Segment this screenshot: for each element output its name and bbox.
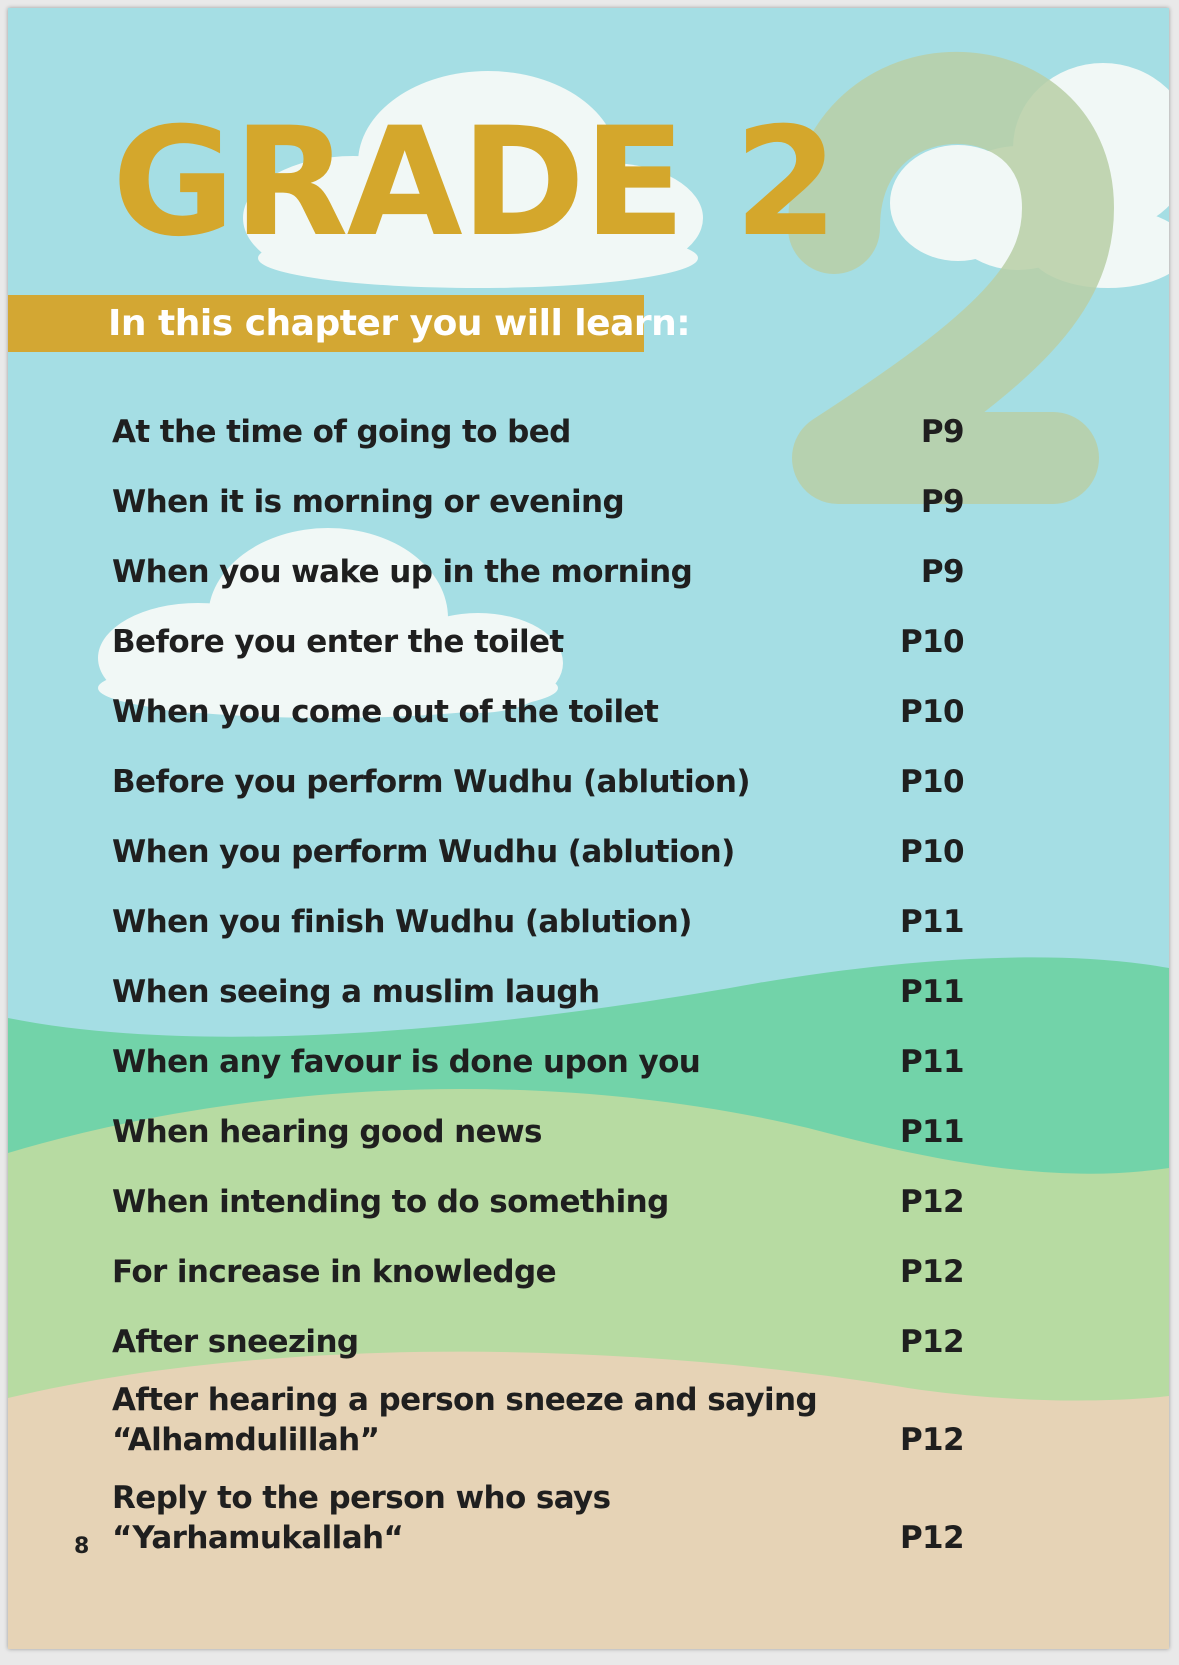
page-number: 8	[74, 1534, 90, 1559]
toc-row-label: When you perform Wudhu (ablution)	[112, 834, 735, 870]
toc-row	[112, 540, 964, 610]
toc-row-label: After sneezing	[112, 1324, 359, 1360]
toc-row-label: When you wake up in the morning	[112, 554, 693, 590]
toc-row-page: P11	[899, 974, 964, 1010]
toc-row-label: At the time of going to bed	[112, 414, 571, 450]
toc-row	[112, 750, 964, 820]
toc-row	[112, 470, 964, 540]
toc-row	[112, 1310, 964, 1380]
toc-row	[112, 680, 964, 750]
toc-row	[112, 610, 964, 680]
toc-row	[112, 960, 964, 1030]
toc-row-label: When any favour is done upon you	[112, 1044, 701, 1080]
toc-row-page: P11	[899, 1114, 964, 1150]
table-of-contents	[112, 400, 964, 1576]
chapter-banner-text: In this chapter you will learn:	[108, 303, 691, 344]
toc-row-page: P11	[899, 1044, 964, 1080]
toc-row-label: Before you enter the toilet	[112, 624, 564, 660]
toc-row	[112, 1030, 964, 1100]
toc-row-page: P12	[899, 1422, 964, 1458]
toc-row-label	[112, 1380, 832, 1478]
toc-row	[112, 820, 964, 890]
toc-row-label: When hearing good news	[112, 1114, 542, 1150]
toc-row-page: P10	[899, 624, 964, 660]
toc-row-page: P12	[899, 1520, 964, 1556]
toc-row-page: P9	[920, 484, 964, 520]
toc-row-page: P12	[899, 1254, 964, 1290]
toc-row	[112, 1100, 964, 1170]
toc-row-page: P9	[920, 414, 964, 450]
toc-row-label: Reply to the person who says “Yarhamukallah“	[112, 1480, 611, 1556]
toc-row	[112, 1380, 964, 1478]
toc-row-page: P12	[899, 1324, 964, 1360]
toc-row-label: When you finish Wudhu (ablution)	[112, 904, 692, 940]
toc-row	[112, 1240, 964, 1310]
toc-row	[112, 400, 964, 470]
toc-row	[112, 1478, 964, 1576]
toc-row	[112, 1170, 964, 1240]
toc-row-page: P9	[920, 554, 964, 590]
toc-row-label-line: After hearing a person sneeze and saying	[112, 1382, 818, 1418]
toc-row-page: P11	[899, 904, 964, 940]
toc-row-label: For increase in knowledge	[112, 1254, 557, 1290]
toc-row-label: When you come out of the toilet	[112, 694, 659, 730]
toc-row-label: When seeing a muslim laugh	[112, 974, 600, 1010]
toc-row	[112, 890, 964, 960]
toc-row-page: P12	[899, 1184, 964, 1220]
grade-title: GRADE 2	[112, 96, 837, 270]
toc-row-label-line: “Alhamdulillah”	[112, 1422, 380, 1458]
grade-2-contents-page	[8, 8, 1169, 1649]
toc-row-label: When intending to do something	[112, 1184, 669, 1220]
chapter-banner	[8, 295, 691, 352]
toc-row-label: Before you perform Wudhu (ablution)	[112, 764, 750, 800]
toc-row-page: P10	[899, 834, 964, 870]
toc-row-page: P10	[899, 694, 964, 730]
toc-row-page: P10	[899, 764, 964, 800]
toc-row-label: When it is morning or evening	[112, 484, 625, 520]
